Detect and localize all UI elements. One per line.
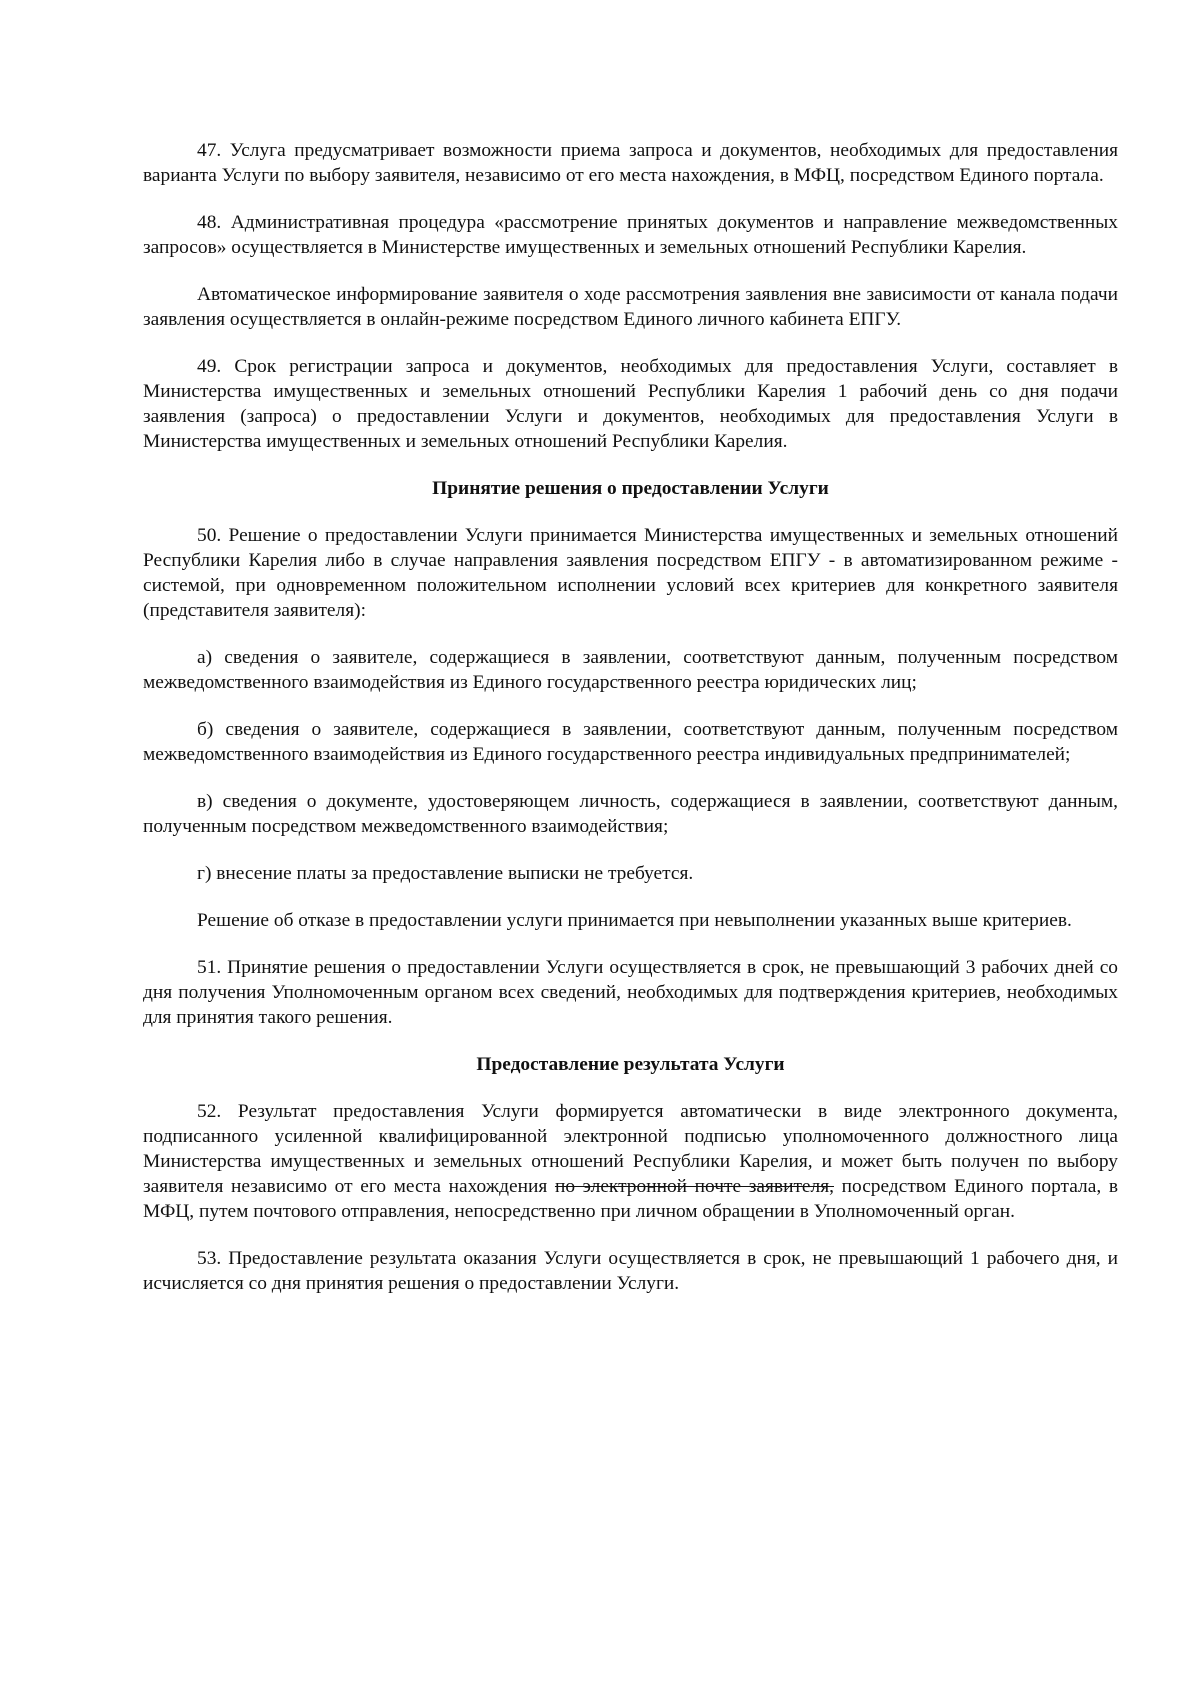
paragraph-53: 53. Предоставление результата оказания Услуги осуществляется в срок, не превышающий 1 рабочего дня, и исчисляется со дня принятия решения о предоставлении Услуги. <box>143 1248 1118 1294</box>
paragraph-50-item-d: г) внесение платы за предоставление выписки не требуется. <box>197 863 694 884</box>
paragraph-47: 47. Услуга предусматривает возможности приема запроса и документов, необходимых для предоставления варианта Услуги по выбору заявителя, независимо от его места нахождения, в МФЦ, посредством Единого портала. <box>143 140 1118 186</box>
paragraph-50-item-b: б) сведения о заявителе, содержащиеся в заявлении, соответствуют данным, полученным посредством межведомственного взаимодействия из Единого государственного реестра индивидуальных предпринимателей; <box>143 719 1118 765</box>
paragraph-49: 49. Срок регистрации запроса и документов, необходимых для предоставления Услуги, составляет в Министерства имущественных и земельных отношений Республики Карелия 1 рабочий день со дня подачи заявления (запроса) о предоставлении Услуги и документов, необходимых для предоставления Услуги в Министерства имущественных и земельных отношений Республики Карелия. <box>143 356 1118 452</box>
paragraph-52-struck-text: по электронной почте заявителя, <box>554 1176 834 1197</box>
paragraph-52-end: посредством Единого портала, в МФЦ, путем почтового отправления, непосредственно при личном обращении в Уполномоченный орган. <box>143 1176 1118 1222</box>
paragraph-50-item-a: а) сведения о заявителе, содержащиеся в заявлении, соответствуют данным, полученным посредством межведомственного взаимодействия из Единого государственного реестра юридических лиц; <box>143 647 1118 693</box>
paragraph-48: 48. Административная процедура «рассмотрение принятых документов и направление межведомственных запросов» осуществляется в Министерстве имущественных и земельных отношений Республики Карелия. <box>143 212 1118 258</box>
paragraph-52 <box>143 1099 1118 1224</box>
section-heading-result: Предоставление результата Услуги <box>476 1054 785 1075</box>
section-heading-decision: Принятие решения о предоставлении Услуги <box>432 478 829 499</box>
paragraph-48-auto-notification: Автоматическое информирование заявителя о ходе рассмотрения заявления вне зависимости от канала подачи заявления осуществляется в онлайн-режиме посредством Единого личного кабинета ЕПГУ. <box>143 284 1118 330</box>
document-page <box>143 138 1118 1318</box>
paragraph-50-refusal: Решение об отказе в предоставлении услуги принимается при невыполнении указанных выше критериев. <box>197 910 1072 931</box>
paragraph-51: 51. Принятие решения о предоставлении Услуги осуществляется в срок, не превышающий 3 рабочих дней со дня получения Уполномоченным органом всех сведений, необходимых для подтверждения критериев, необходимых для принятия такого решения. <box>143 957 1118 1028</box>
paragraph-52-start: 52. Результат предоставления Услуги формируется автоматически в виде электронного документа, подписанного усиленной квалифицированной электронной подписью уполномоченного должностного лица Министерства имущественных и земельных отношений Республики Карелия, и может быть получен по выбору заявителя независимо от его места нахождения <box>143 1101 1118 1197</box>
paragraph-50-item-c: в) сведения о документе, удостоверяющем личность, содержащиеся в заявлении, соответствуют данным, полученным посредством межведомственного взаимодействия; <box>143 791 1118 837</box>
paragraph-50: 50. Решение о предоставлении Услуги принимается Министерства имущественных и земельных отношений Республики Карелия либо в случае направления заявления посредством ЕПГУ - в автоматизированном режиме - системой, при одновременном положительном исполнении условий всех критериев для конкретного заявителя (представителя заявителя): <box>143 525 1118 621</box>
